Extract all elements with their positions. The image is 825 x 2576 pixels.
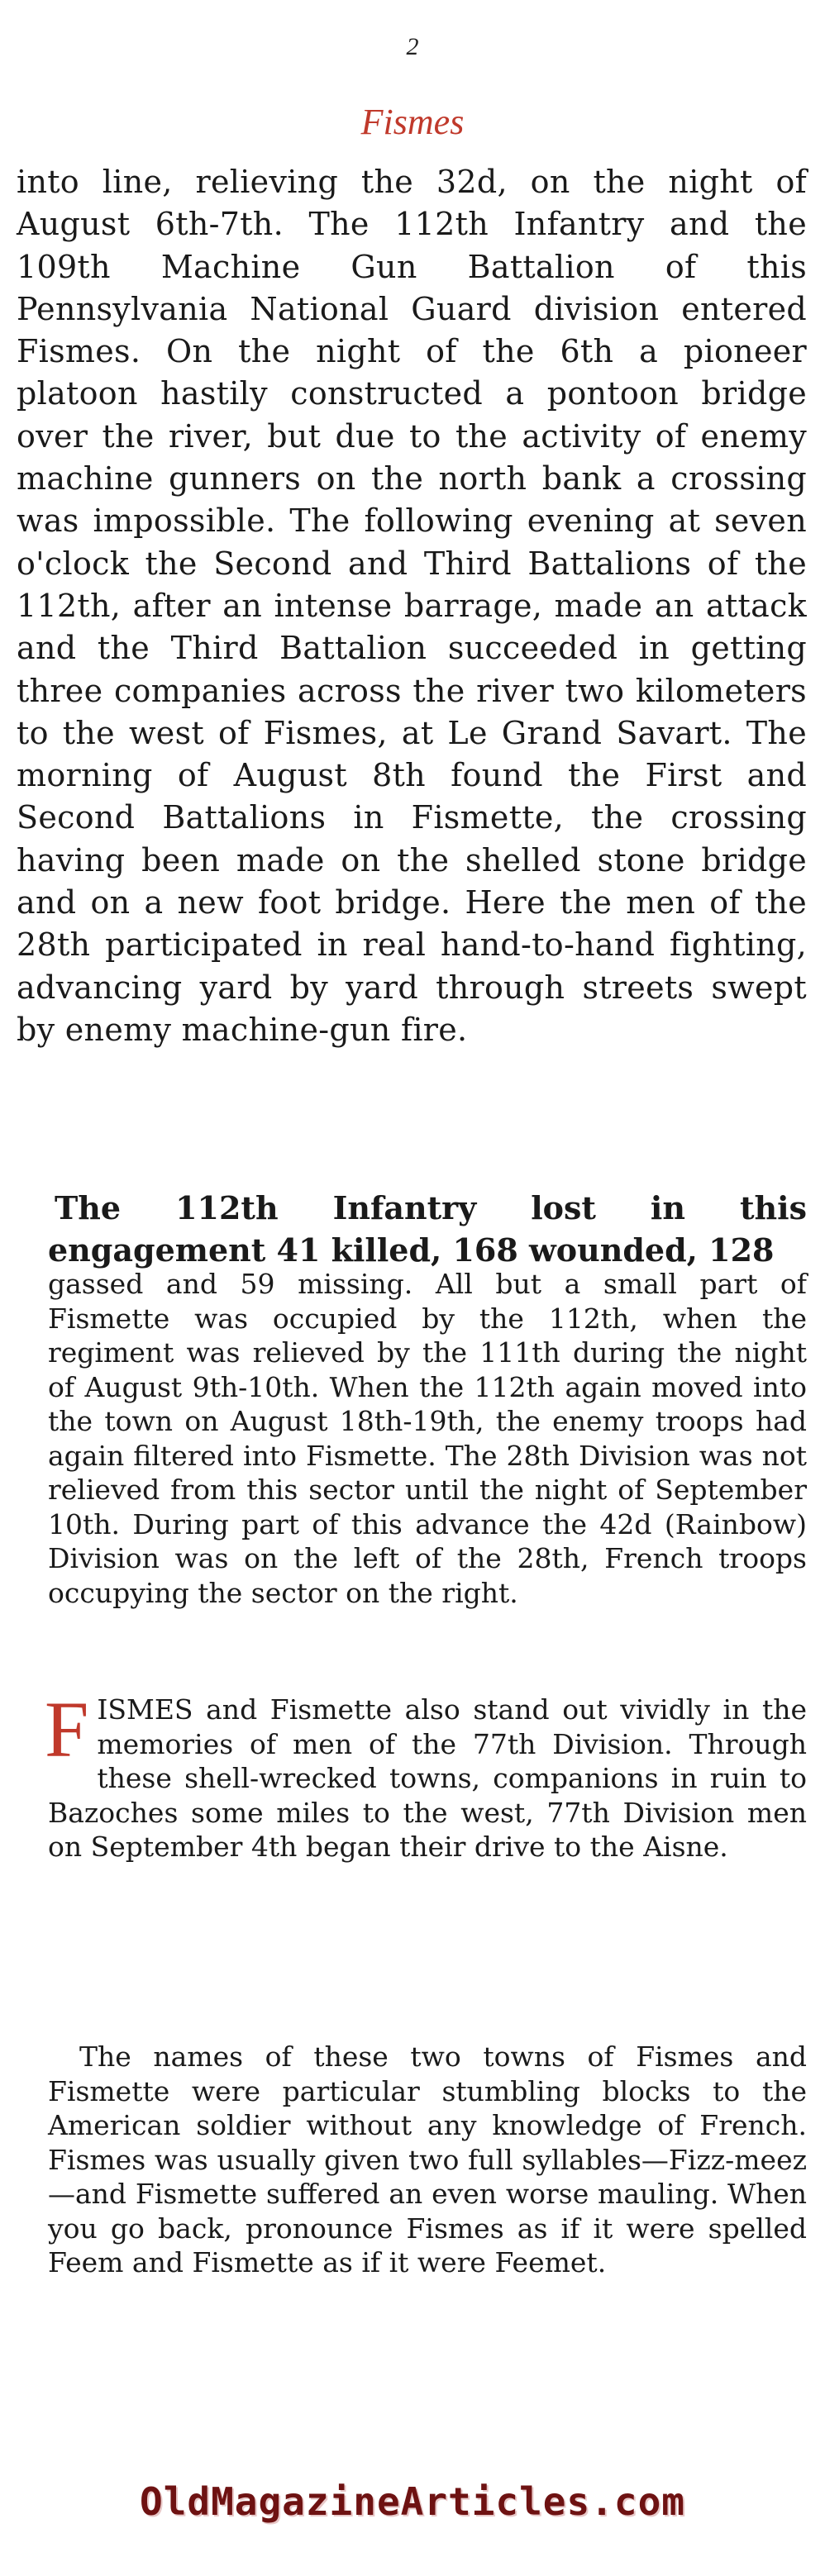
article-paragraph-2: The 112th Infantry lost in this engagement 41 killed, 168 wounded, 128 <box>48 1189 807 1269</box>
page-number: 2 <box>406 33 419 60</box>
running-title: Fismes <box>360 102 465 142</box>
drop-cap: F <box>45 1685 89 1774</box>
article-paragraph-4-text: ISMES and Fismette also stand out vividly in the memories of men of the 77th Division. Through these shell-wrecked towns, companions in ruin to Bazoches some miles to the west, 77th Division men on September 4th began their drive to the Aisne. <box>48 1693 807 1863</box>
article-paragraph-1: into line, relieving the 32d, on the night of August 6th-7th. The 112th Infantry and the 109th Machine Gun Battalion of this Pennsylvania National Guard division entered Fismes. On the night of the 6th a pioneer platoon hastily constructed a pontoon bridge over the river, but due to the activity of enemy machine gunners on the north bank a crossing was impossible. The following evening at seven o'clock the Second and Third Battalions of the 112th, after an intense barrage, made an attack and the Third Battalion succeeded in getting three companies across the river two kilometers to the west of Fismes, at Le Grand Savart. The morning of August 8th found the First and Second Battalions in Fismette, the crossing having been made on the shelled stone bridge and on a new foot bridge. Here the men of the 28th participated in real hand-to-hand fighting, advancing yard by yard through streets swept by enemy machine-gun fire. <box>17 164 807 1048</box>
article-paragraph-3: gassed and 59 missing. All but a small part of Fismette was occupied by the 112th, when the regiment was relieved by the 111th during the night of August 9th-10th. When the 112th again moved into the town on August 18th-19th, the enemy troops had again filtered into Fismette. The 28th Division was not relieved from this sector until the night of September 10th. During part of this advance the 42d (Rainbow) Division was on the left of the 28th, French troops occupying the sector on the right. <box>48 1268 807 1609</box>
article-paragraph-4 <box>45 1685 807 1864</box>
site-watermark: OldMagazineArticles.com <box>140 2479 685 2524</box>
article-paragraph-5: The names of these two towns of Fismes and Fismette were particular stumbling blocks to the American soldier without any knowledge of French. Fismes was usually given two full syllables—Fizz-meez—and Fismette suffered an even worse mauling. When you go back, pronounce Fismes as if it were spelled Feem and Fismette as if it were Feemet. <box>48 2040 807 2278</box>
